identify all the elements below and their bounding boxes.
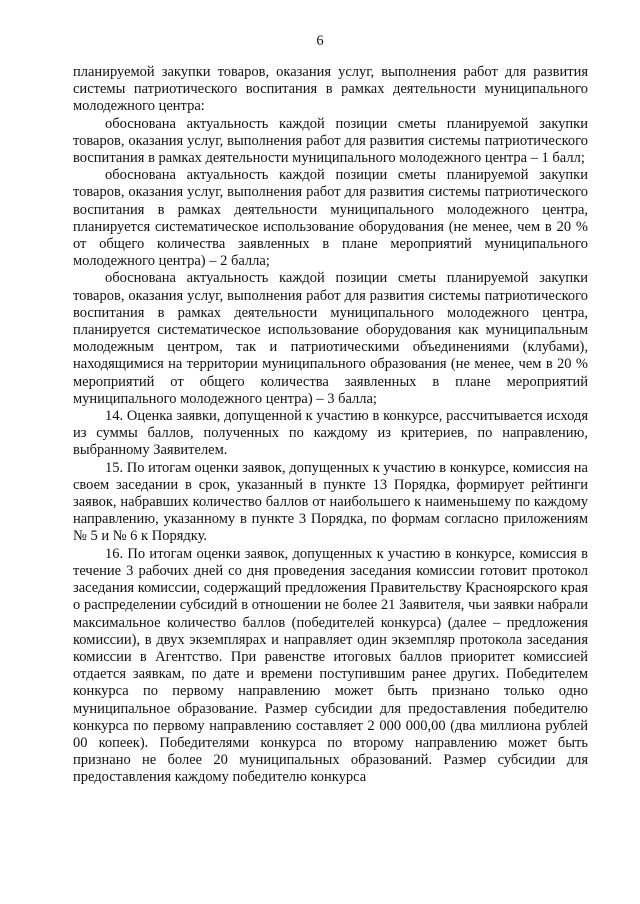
paragraph-criterion-2-points: обоснована актуальность каждой позиции сметы планируемой закупки товаров, оказания услуг, выполнения работ для развития системы патриотического воспитания в рамках деятельности муниципального молодежного центра, планируется систематическое использование оборудования (не менее, чем в 20 % от общего количества заявленных в плане мероприятий муниципального молодежного центра) – 2 балла;	[73, 167, 588, 270]
page-number: 6	[316, 33, 324, 49]
paragraph-clause-14: 14. Оценка заявки, допущенной к участию в конкурсе, рассчитывается исходя из суммы баллов, полученных по каждому из критериев, по направлению, выбранному Заявителем.	[73, 408, 588, 459]
paragraph-clause-16: 16. По итогам оценки заявок, допущенных к участию в конкурсе, комиссия в течение 3 рабочих дней со дня проведения заседания комиссии готовит протокол заседания комиссии, содержащий предложения Правительству Красноярского края о распределении субсидий в отношении не более 21 Заявителя, чьи заявки набрали максимальное количество баллов (победителей конкурса) (далее – предложения комиссии), в двух экземплярах и направляет один экземпляр протокола заседания комиссии в Агентство. При равенстве итоговых баллов приоритет комиссией отдается заявкам, по дате и времени поступившим ранее других. Победителем конкурса по первому направлению может быть признано только одно муниципальное образование. Размер субсидии для предоставления победителю конкурса по первому направлению составляет 2 000 000,00 (два миллиона рублей 00 копеек). Победителями конкурса по второму направлению может быть признано не более 20 муниципальных образований. Размер субсидии для предоставления каждому победителю конкурса	[73, 545, 588, 786]
paragraph-clause-15: 15. По итогам оценки заявок, допущенных к участию в конкурсе, комиссия на своем заседании в срок, указанный в пункте 13 Порядка, формирует рейтинги заявок, набравших количество баллов от наибольшего к наименьшему по каждому направлению, указанному в пункте 3 Порядка, по формам согласно приложениям № 5 и № 6 к Порядку.	[73, 459, 588, 545]
paragraph-criterion-3-points: обоснована актуальность каждой позиции сметы планируемой закупки товаров, оказания услуг, выполнения работ для развития системы патриотического воспитания в рамках деятельности муниципального молодежного центра, планируется систематическое использование оборудования как муниципальным молодежным центром, так и патриотическими объединениями (клубами), находящимися на территории муниципального образования (не менее, чем в 20 % мероприятий от общего количества заявленных в плане мероприятий муниципального молодежного центра) – 3 балла;	[73, 270, 588, 407]
paragraph-criterion-1-point: обоснована актуальность каждой позиции сметы планируемой закупки товаров, оказания услуг, выполнения работ для развития системы патриотического воспитания в рамках деятельности муниципального молодежного центра – 1 балл;	[73, 115, 588, 167]
paragraph-continuation: планируемой закупки товаров, оказания услуг, выполнения работ для развития системы патриотического воспитания в рамках деятельности муниципального молодежного центра:	[73, 64, 588, 115]
document-body	[73, 64, 588, 787]
